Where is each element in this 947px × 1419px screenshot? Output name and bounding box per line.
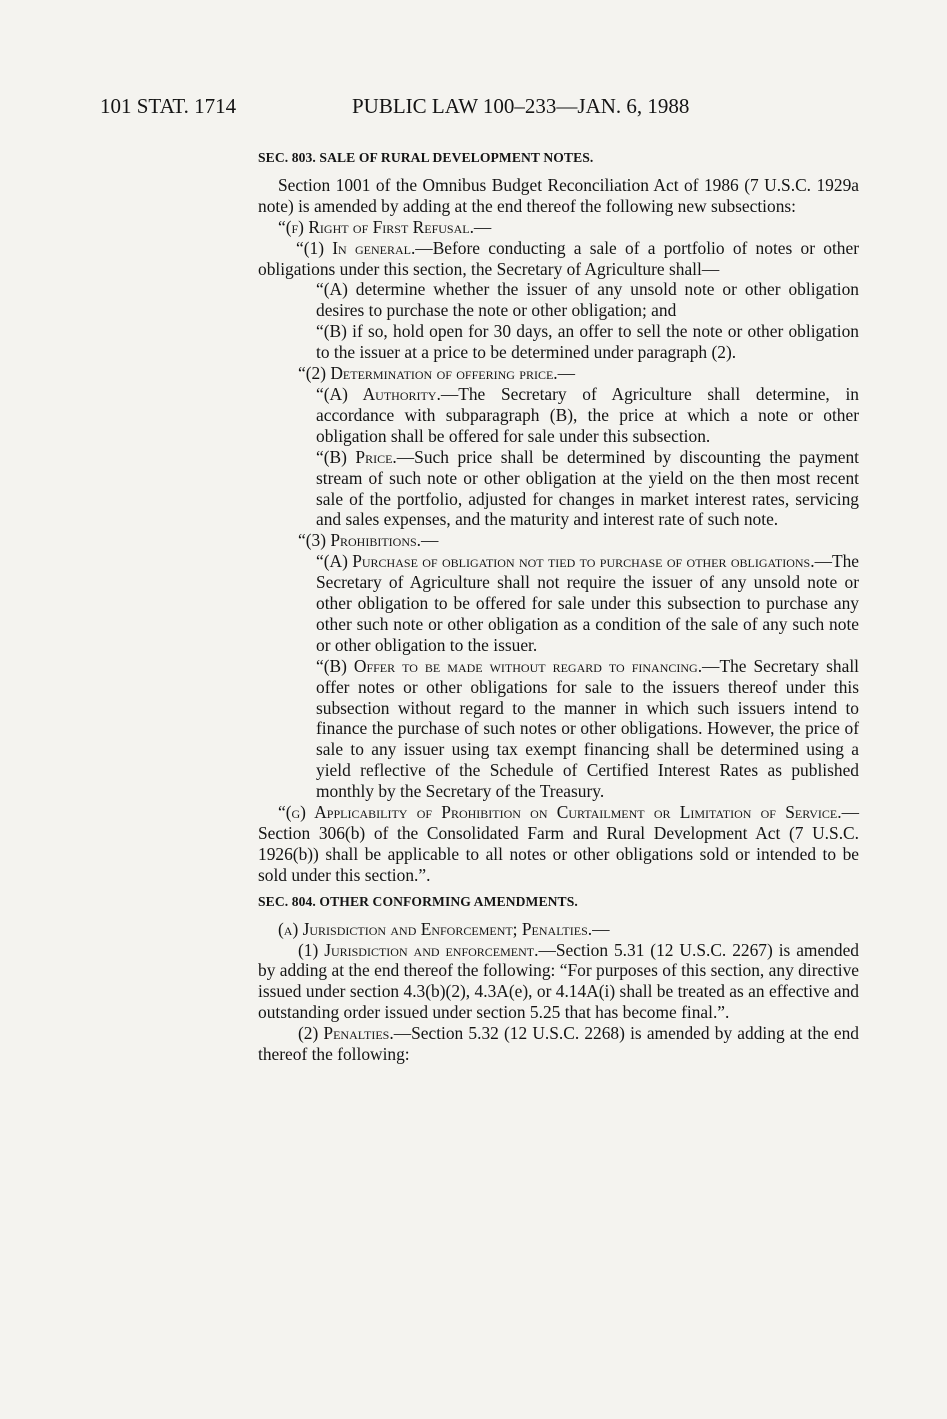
paragraph-a1: (1) Jurisdiction and enforcement.—Section 5.31 (12 U.S.C. 2267) is amended by adding at the end thereof the following: “For purposes of this section, any directive issued under section 4.3(b)(2), 4.3A(e), or 4.14A(i) shall be treated as an effective and outstanding order issued under section 5.25 that has become final.”.	[258, 939, 859, 1023]
subsection-a-heading: (a) Jurisdiction and Enforcement; Penalties.—	[278, 918, 610, 939]
subparagraph-f2B: “(B) Price.—Such price shall be determined by discounting the payment stream of such note or other obligation at the yield on the then most recent sale of the portfolio, adjusted for changes in market interest rates, servicing and sales expenses, and the maturity and interest rate of such note.	[316, 446, 859, 530]
subparagraph-f2A: “(A) Authority.—The Secretary of Agriculture shall determine, in accordance with subparagraph (B), the price at which a note or other obligation shall be offered for sale under this subsection.	[316, 383, 859, 446]
paragraph-f3-heading: “(3) Prohibitions.—	[298, 530, 439, 551]
section-803-intro: Section 1001 of the Omnibus Budget Reconciliation Act of 1986 (7 U.S.C. 1929a note) is amended by adding at the end thereof the following new subsections:	[258, 174, 859, 216]
statute-page-number: 101 STAT. 1714	[100, 94, 237, 118]
subparagraph-f3B: “(B) Offer to be made without regard to financing.—The Secretary shall offer notes or other obligations for sale to the issuers thereof under this subsection without regard to the manner in which such issuers intend to finance the purchase of such notes or other obligations. However, the price of sale to any issuer using tax exempt financing shall be determined using a yield reflective of the Schedule of Certified Interest Rates as published monthly by the Secretary of the Treasury.	[316, 655, 859, 802]
section-803-heading: SEC. 803. SALE OF RURAL DEVELOPMENT NOTES.	[258, 150, 594, 165]
paragraph-f1-label: “(1) In general.	[296, 237, 416, 258]
running-header: PUBLIC LAW 100–233—JAN. 6, 1988	[352, 94, 690, 118]
paragraph-a2: (2) Penalties.—Section 5.32 (12 U.S.C. 2268) is amended by adding at the end thereof the following:	[258, 1023, 860, 1065]
subparagraph-f3A: “(A) Purchase of obligation not tied to purchase of other obligations.—The Secretary of Agriculture shall not require the issuer of any unsold note or other obligation to be offered for sale under this subsection to purchase any other such note or other obligation as a condition of the sale of any such note or other obligation to the issuer.	[316, 551, 859, 655]
paragraph-f1	[258, 238, 859, 280]
subparagraph-f1B: “(B) if so, hold open for 30 days, an offer to sell the note or other obligation to the issuer at a price to be determined under paragraph (2).	[316, 321, 859, 363]
section-804-heading: SEC. 804. OTHER CONFORMING AMENDMENTS.	[258, 893, 578, 909]
paragraph-f1-text: —Before conducting a sale of a portfolio of notes or other obligations under this section, the Secretary of Agriculture shall—	[258, 237, 859, 279]
subsection-g: “(g) Applicability of Prohibition on Curtailment or Limitation of Service.—Section 306(b) of the Consolidated Farm and Rural Development Act (7 U.S.C. 1926(b)) shall be applicable to all notes or other obligations sold or intended to be sold under this section.”.	[258, 802, 859, 885]
subparagraph-f1A: “(A) determine whether the issuer of any unsold note or other obligation desires to purchase the note or other obligation; and	[316, 279, 859, 321]
body-text	[258, 148, 859, 1065]
paragraph-f2-heading: “(2) Determination of offering price.—	[298, 363, 576, 384]
subsection-f-heading: “(f) Right of First Refusal.—	[278, 216, 492, 237]
